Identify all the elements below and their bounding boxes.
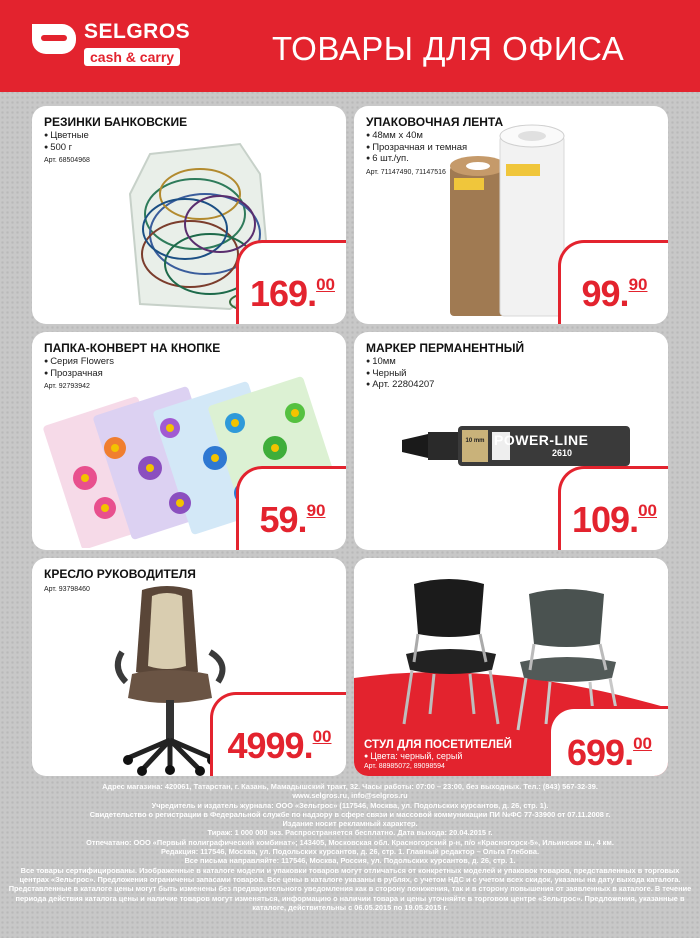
marker-size-label: 10 mm bbox=[465, 438, 485, 444]
brand-logo[interactable] bbox=[32, 18, 192, 74]
feature-item: ● Арт. 22804207 bbox=[366, 379, 434, 391]
product-card-visitor-chairs[interactable] bbox=[354, 558, 668, 776]
feature-item: ● Цвета: черный, серый bbox=[364, 751, 512, 762]
marker-model-label: 2610 bbox=[552, 448, 573, 458]
article-number: Арт. 93798460 bbox=[44, 586, 90, 593]
price-main: 169. bbox=[250, 273, 317, 314]
product-title: МАРКЕР ПЕРМАНЕНТНЫЙ bbox=[366, 341, 525, 355]
article-number: Арт. 88985072, 89098594 bbox=[364, 763, 445, 770]
product-title: ПАПКА-КОНВЕРТ НА КНОПКЕ bbox=[44, 341, 221, 355]
price-tag bbox=[210, 692, 346, 776]
price-main: 699. bbox=[567, 732, 634, 773]
price-main: 4999. bbox=[227, 725, 313, 766]
feature-item: ● Цветные bbox=[44, 130, 90, 142]
feature-item: ● Прозрачная и темная bbox=[366, 142, 467, 154]
brand-name: SELGROS bbox=[84, 20, 191, 43]
feature-item: ● 6 шт./уп. bbox=[366, 153, 467, 165]
feature-item: ● 48мм х 40м bbox=[366, 130, 467, 142]
page-title: ТОВАРЫ ДЛЯ ОФИСА bbox=[272, 30, 625, 67]
selgros-logo-icon bbox=[32, 24, 76, 54]
price-tag bbox=[558, 240, 668, 324]
product-card-office-chair[interactable] bbox=[32, 558, 346, 776]
feature-item: ● 10мм bbox=[366, 356, 434, 368]
price-cents: 00 bbox=[316, 275, 335, 294]
price-main: 59. bbox=[259, 499, 307, 540]
feature-item: ● Прозрачная bbox=[44, 368, 114, 380]
product-card-marker[interactable] bbox=[354, 332, 668, 550]
legal-footer bbox=[8, 782, 692, 912]
article-number: Арт. 71147490, 71147516 bbox=[366, 168, 446, 176]
product-title: СТУЛ ДЛЯ ПОСЕТИТЕЛЕЙ bbox=[364, 739, 512, 751]
footer-line: Отпечатано: ООО «Первый полиграфический комбинат»; 143405, Московская обл. Красногорский р-н, п/о «Красногорск-5», Ильинское ш., 4 км. bbox=[86, 837, 614, 847]
page-header bbox=[0, 0, 700, 92]
price-cents: 00 bbox=[312, 727, 332, 746]
price-tag bbox=[558, 466, 668, 550]
footer-line[interactable]: www.selgros.ru, info@selgros.ru bbox=[292, 791, 408, 801]
article-number: Арт. 68504968 bbox=[44, 157, 90, 164]
product-features bbox=[44, 130, 90, 167]
feature-item: ● Черный bbox=[366, 368, 434, 380]
price-tag bbox=[548, 706, 668, 776]
footer-line: Тираж: 1 000 000 экз. Распространяется бесплатно. Дата выхода: 20.04.2015 г. bbox=[207, 828, 493, 838]
product-features bbox=[364, 751, 512, 762]
article-number: Арт. 92793942 bbox=[44, 383, 90, 390]
feature-item: ● 500 г bbox=[44, 142, 90, 154]
packing-tape-icon bbox=[440, 116, 570, 322]
price-tag bbox=[236, 466, 346, 550]
price-main: 109. bbox=[572, 499, 639, 540]
price-cents: 90 bbox=[628, 275, 648, 294]
price-cents: 00 bbox=[638, 501, 657, 520]
footer-line: Все товары сертифицированы. Изображенные в каталоге модели и упаковки товаров могут отличаться от конкретных моделей и упаковок товаров, представленных в торговых центрах «Зельгрос». Предложения ограничены запасами товаров. Все цены в каталоге указаны в рублях, с учетом НДС и с учетом всех скидок, указаны на дату выхода каталога. Представленные в каталоге цены могут быть изменены без предварительного уведомления как в сторону понижения, так и в сторону повышения от заявленных в каталоге. В течение периода действия каталога цены и наличие товаров могут изменяться, информацию о наличии товара и цены уточняйте в торговом центре «Зельгрос». Предложения, указанные в каталоге, действительны с 06.05.2015 по 19.05.2015 г. bbox=[8, 865, 692, 912]
marker-icon bbox=[402, 420, 632, 472]
price-tag bbox=[236, 240, 346, 324]
price-cents: 90 bbox=[306, 501, 326, 520]
product-title: УПАКОВОЧНАЯ ЛЕНТА bbox=[366, 115, 504, 129]
price-main: 99. bbox=[581, 273, 629, 314]
product-features bbox=[44, 582, 90, 596]
marker-brand-label: POWER-LINE bbox=[494, 432, 589, 448]
footer-line: Редакция: 117546, Москва, ул. Подольских курсантов, д. 26, стр. 1. Главный редактор – Ольга Глебова. bbox=[160, 847, 540, 857]
product-title: РЕЗИНКИ БАНКОВСКИЕ bbox=[44, 115, 188, 129]
product-caption bbox=[364, 739, 512, 770]
brand-tagline: cash & carry bbox=[84, 48, 180, 66]
product-card-packing-tape[interactable] bbox=[354, 106, 668, 324]
footer-line: Все письма направляйте: 117546, Москва, Россия, ул. Подольских курсантов, д. 26, стр. 1. bbox=[184, 856, 516, 866]
product-title: КРЕСЛО РУКОВОДИТЕЛЯ bbox=[44, 567, 196, 581]
footer-line: Адрес магазина: 420061, Татарстан, г. Казань, Мамадышский тракт, 32. Часы работы: 07:00 – 23:00, без выходных. Тел.: (843) 567-32-39. bbox=[102, 782, 598, 791]
product-card-envelope-folder[interactable] bbox=[32, 332, 346, 550]
product-card-rubber-bands[interactable] bbox=[32, 106, 346, 324]
feature-item: ● Серия Flowers bbox=[44, 356, 114, 368]
footer-line: Свидетельство о регистрации в Федеральной службе по надзору в сфере связи и массовой коммуникации ПИ №ФС 77-33900 от 07.11.2008 г. bbox=[89, 809, 611, 819]
price-cents: 00 bbox=[633, 734, 652, 753]
footer-line: Учредитель и издатель журнала: ООО «Зельгрос» (117546, Москва, ул. Подольских курсантов, д. 26, стр. 1). bbox=[151, 800, 549, 810]
footer-line: Издание носит рекламный характер. bbox=[282, 819, 418, 829]
product-features bbox=[366, 356, 434, 391]
